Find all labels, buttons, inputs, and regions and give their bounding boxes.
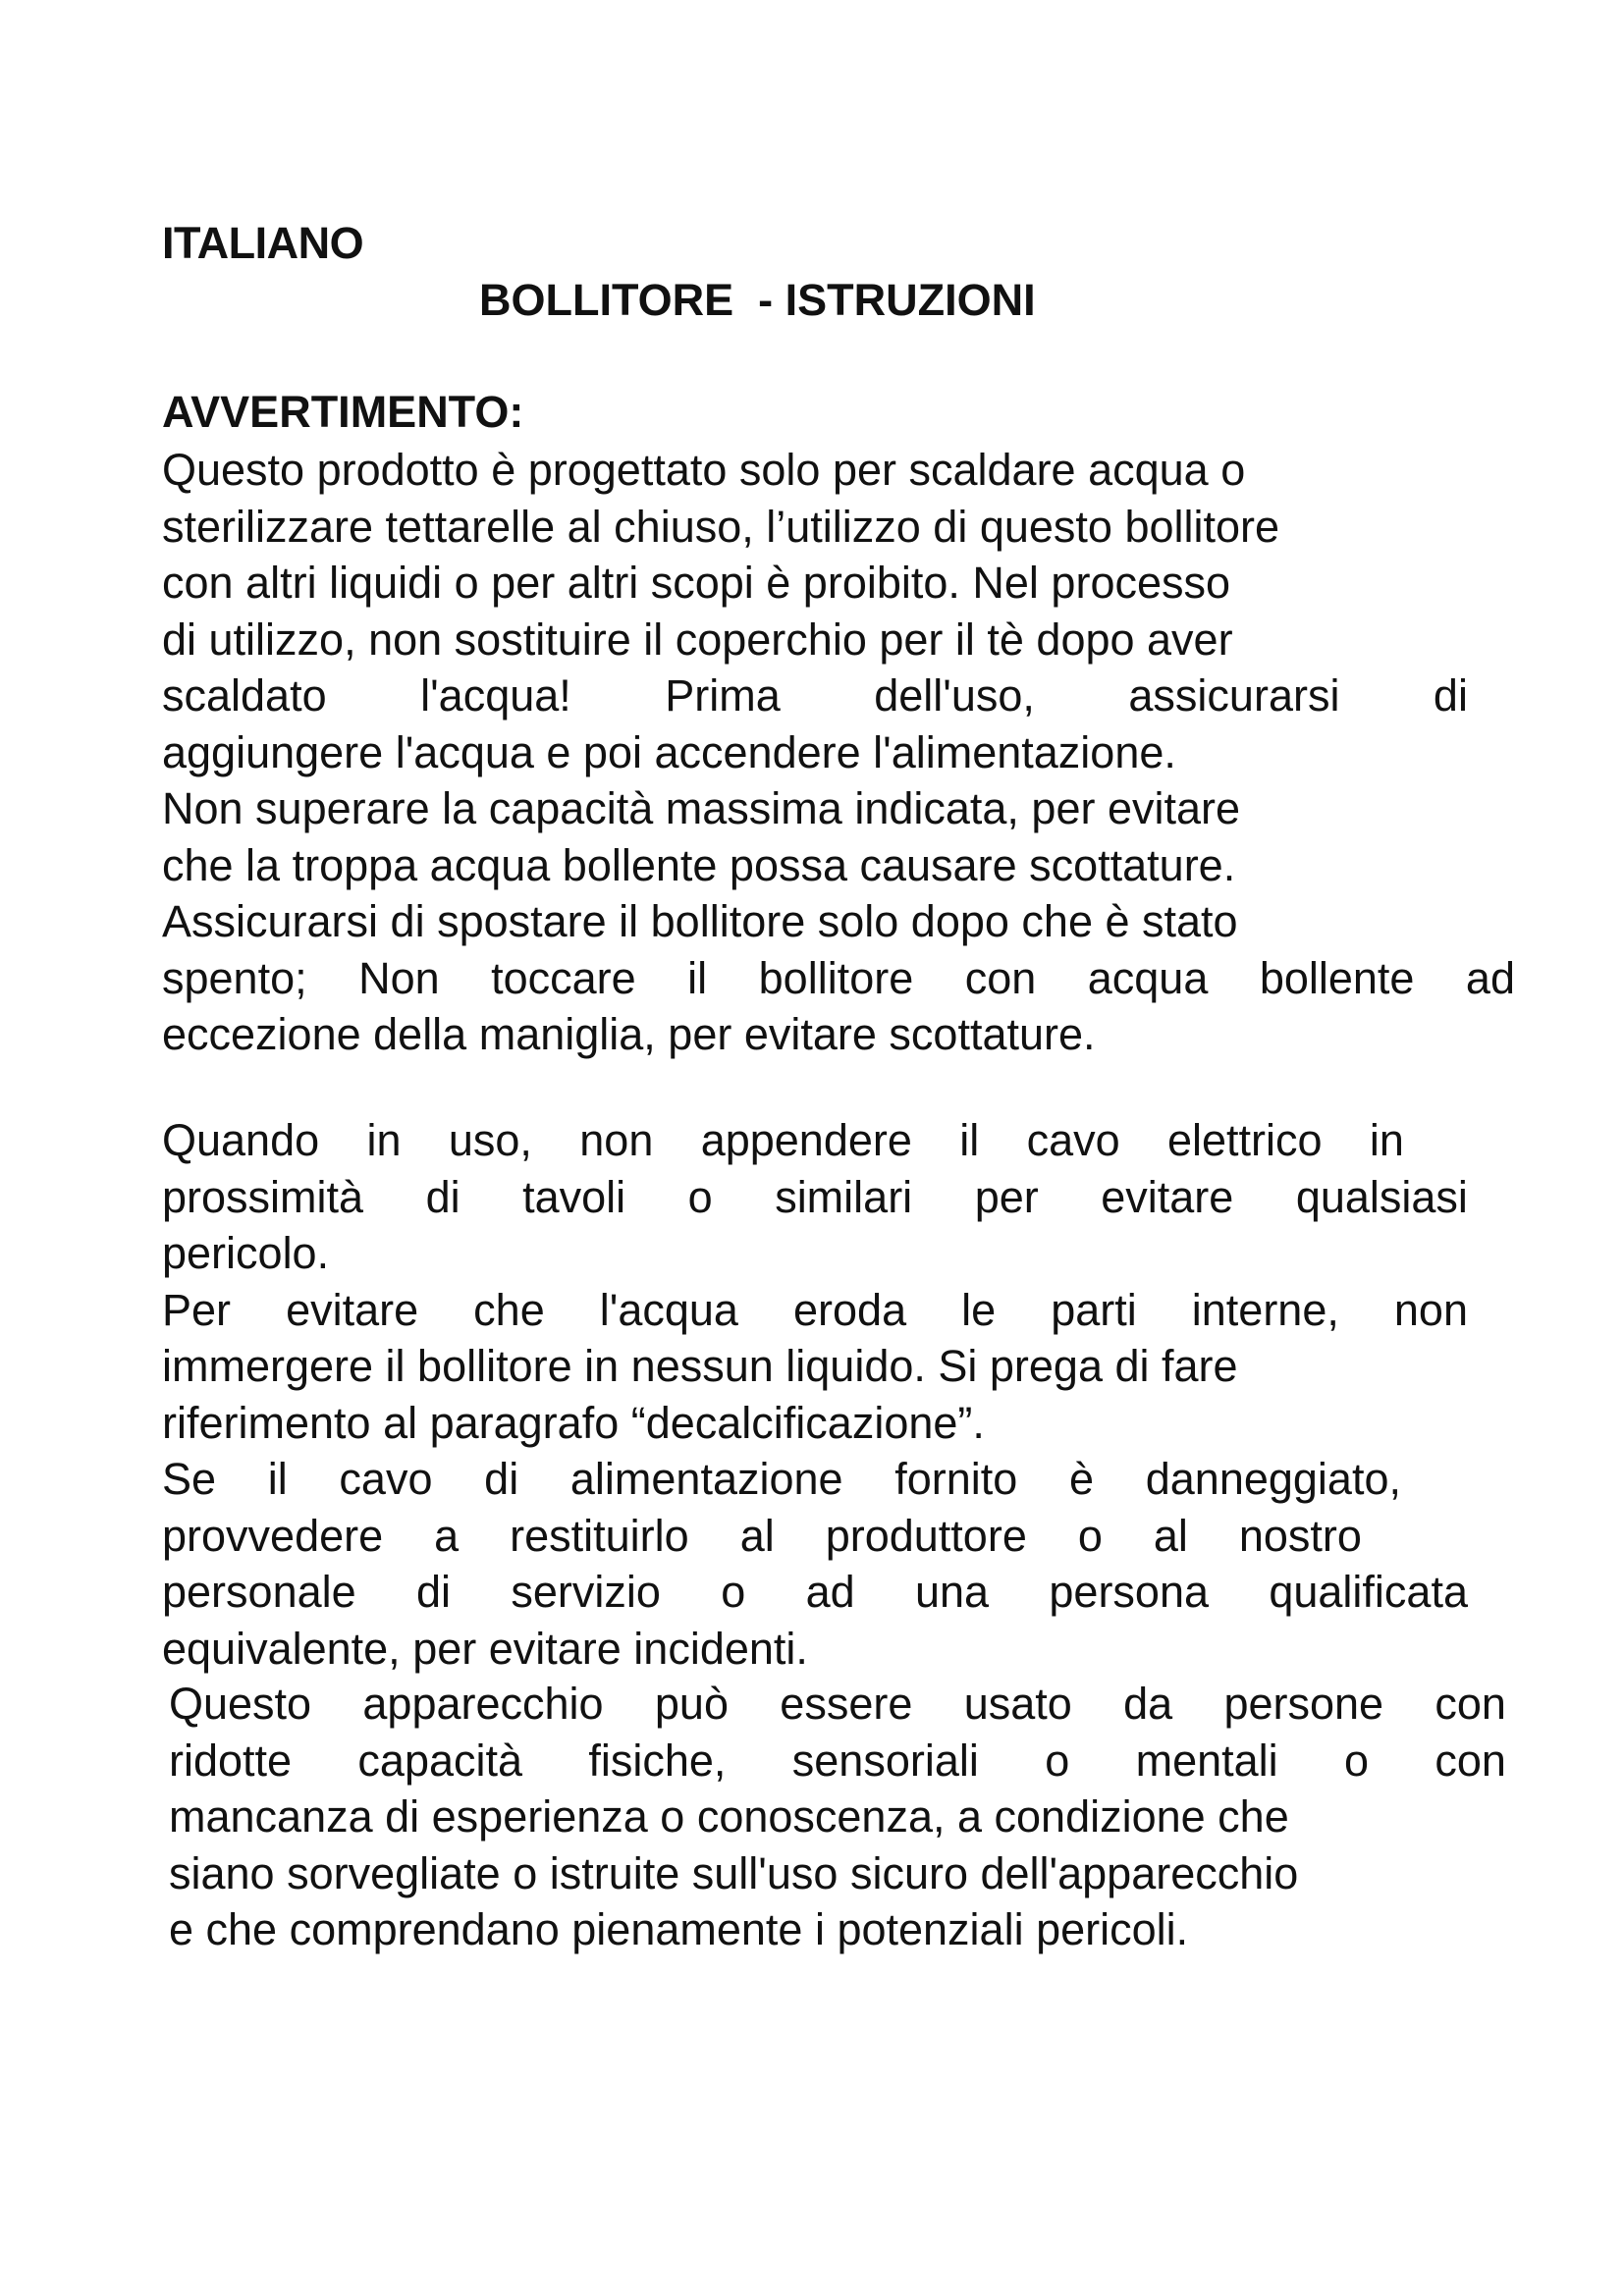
word: danneggiato, bbox=[1145, 1454, 1401, 1504]
word: cavo bbox=[1026, 1115, 1120, 1165]
word: non bbox=[579, 1115, 654, 1165]
text-line: eccezione della maniglia, per evitare scottature. bbox=[162, 1009, 1096, 1059]
text-line-justified bbox=[169, 1676, 1506, 1733]
text-line: Non superare la capacità massima indicata, per evitare bbox=[162, 783, 1241, 833]
word: non bbox=[1393, 1284, 1468, 1335]
text-line: che la troppa acqua bollente possa causare scottature. bbox=[162, 839, 1236, 890]
word: l'acqua bbox=[599, 1284, 738, 1335]
text-line: con altri liquidi o per altri scopi è proibito. Nel processo bbox=[162, 558, 1231, 608]
word: di bbox=[425, 1171, 460, 1222]
word: personale bbox=[162, 1567, 356, 1617]
word: dell'uso, bbox=[874, 670, 1035, 721]
word: persona bbox=[1049, 1567, 1210, 1617]
word: ad bbox=[805, 1567, 855, 1617]
word: sensoriali bbox=[791, 1735, 979, 1786]
word: produttore bbox=[825, 1510, 1027, 1561]
word: può bbox=[654, 1679, 729, 1729]
word: cavo bbox=[339, 1454, 433, 1504]
word: qualificata bbox=[1269, 1567, 1468, 1617]
word: prossimità bbox=[162, 1171, 364, 1222]
word: spento; bbox=[162, 952, 307, 1003]
word: evitare bbox=[1101, 1171, 1234, 1222]
word: appendere bbox=[700, 1115, 912, 1165]
text-line: siano sorvegliate o istruite sull'uso sicuro dell'apparecchio bbox=[169, 1847, 1299, 1898]
text-line: immergere il bollitore in nessun liquido. Si prega di fare bbox=[162, 1341, 1238, 1391]
word: bollente bbox=[1259, 952, 1415, 1003]
word: evitare bbox=[286, 1284, 419, 1335]
word: o bbox=[687, 1171, 713, 1222]
text-line-justified bbox=[162, 1564, 1468, 1621]
word: o bbox=[1344, 1735, 1370, 1786]
word: Questo bbox=[169, 1679, 312, 1729]
word: Prima bbox=[665, 670, 781, 721]
language-label: ITALIANO bbox=[162, 218, 364, 268]
word: il bbox=[687, 952, 708, 1003]
word: in bbox=[366, 1115, 402, 1165]
warning-paragraph-3 bbox=[169, 1676, 1514, 1958]
text-line-justified bbox=[162, 1112, 1404, 1169]
word: per bbox=[974, 1171, 1039, 1222]
word: similari bbox=[775, 1171, 913, 1222]
word: o bbox=[1045, 1735, 1070, 1786]
text-line: mancanza di esperienza o conoscenza, a condizione che bbox=[169, 1791, 1289, 1842]
word: Non bbox=[358, 952, 440, 1003]
word: il bbox=[267, 1454, 288, 1504]
word: elettrico bbox=[1167, 1115, 1323, 1165]
word: qualsiasi bbox=[1295, 1171, 1468, 1222]
word: a bbox=[434, 1510, 460, 1561]
word: tavoli bbox=[522, 1171, 626, 1222]
word: è bbox=[1069, 1454, 1095, 1504]
text-line-justified bbox=[162, 1169, 1468, 1226]
text-line: riferimento al paragrafo “decalcificazione”. bbox=[162, 1397, 985, 1448]
word: persone bbox=[1223, 1679, 1384, 1729]
word: o bbox=[1077, 1510, 1103, 1561]
word: bollitore bbox=[758, 952, 914, 1003]
word: interne, bbox=[1191, 1284, 1339, 1335]
word: mentali bbox=[1135, 1735, 1278, 1786]
word: servizio bbox=[511, 1567, 661, 1617]
word: ad bbox=[1465, 952, 1515, 1003]
text-line-justified bbox=[162, 1282, 1468, 1339]
word: uso, bbox=[448, 1115, 532, 1165]
text-line: aggiungere l'acqua e poi accendere l'alimentazione. bbox=[162, 726, 1176, 777]
word: fisiche, bbox=[588, 1735, 727, 1786]
word: Quando bbox=[162, 1115, 320, 1165]
word: Se bbox=[162, 1454, 217, 1504]
word: scaldato bbox=[162, 670, 327, 721]
text-line: di utilizzo, non sostituire il coperchio per il tè dopo aver bbox=[162, 614, 1233, 665]
word: le bbox=[961, 1284, 997, 1335]
warning-paragraph-2 bbox=[162, 1112, 1507, 1677]
word: restituirlo bbox=[510, 1510, 689, 1561]
warning-paragraph-1 bbox=[162, 442, 1515, 1063]
word: alimentazione bbox=[569, 1454, 843, 1504]
text-line-justified bbox=[162, 950, 1515, 1007]
word: assicurarsi bbox=[1128, 670, 1340, 721]
word: di bbox=[1433, 670, 1468, 721]
text-line: equivalente, per evitare incidenti. bbox=[162, 1623, 808, 1674]
word: con bbox=[1435, 1679, 1506, 1729]
word: l'acqua! bbox=[420, 670, 571, 721]
word: fornito bbox=[894, 1454, 1018, 1504]
text-line: pericolo. bbox=[162, 1228, 330, 1278]
word: usato bbox=[963, 1679, 1072, 1729]
word: con bbox=[1435, 1735, 1506, 1786]
text-line-justified bbox=[162, 1451, 1401, 1508]
word: nostro bbox=[1238, 1510, 1362, 1561]
word: essere bbox=[780, 1679, 913, 1729]
text-line: e che comprendano pienamente i potenziali pericoli. bbox=[169, 1904, 1189, 1954]
word: di bbox=[484, 1454, 519, 1504]
word: al bbox=[1153, 1510, 1188, 1561]
word: Per bbox=[162, 1284, 232, 1335]
word: eroda bbox=[793, 1284, 907, 1335]
word: il bbox=[959, 1115, 980, 1165]
text-line-justified bbox=[169, 1733, 1506, 1789]
word: al bbox=[739, 1510, 775, 1561]
word: parti bbox=[1051, 1284, 1137, 1335]
word: da bbox=[1123, 1679, 1173, 1729]
word: acqua bbox=[1087, 952, 1209, 1003]
text-line: Assicurarsi di spostare il bollitore solo dopo che è stato bbox=[162, 896, 1238, 946]
word: capacità bbox=[357, 1735, 523, 1786]
page-title: BOLLITORE - ISTRUZIONI bbox=[479, 275, 1036, 325]
word: che bbox=[473, 1284, 545, 1335]
text-line-justified bbox=[162, 667, 1468, 724]
text-line: Questo prodotto è progettato solo per scaldare acqua o bbox=[162, 445, 1246, 495]
word: una bbox=[914, 1567, 990, 1617]
word: apparecchio bbox=[362, 1679, 604, 1729]
text-line: sterilizzare tettarelle al chiuso, l’utilizzo di questo bollitore bbox=[162, 501, 1280, 552]
word: ridotte bbox=[169, 1735, 293, 1786]
text-line-justified bbox=[162, 1508, 1362, 1565]
word: in bbox=[1369, 1115, 1404, 1165]
warning-heading: AVVERTIMENTO: bbox=[162, 387, 524, 437]
word: o bbox=[721, 1567, 746, 1617]
word: toccare bbox=[491, 952, 636, 1003]
word: provvedere bbox=[162, 1510, 384, 1561]
word: con bbox=[964, 952, 1037, 1003]
word: di bbox=[415, 1567, 452, 1617]
